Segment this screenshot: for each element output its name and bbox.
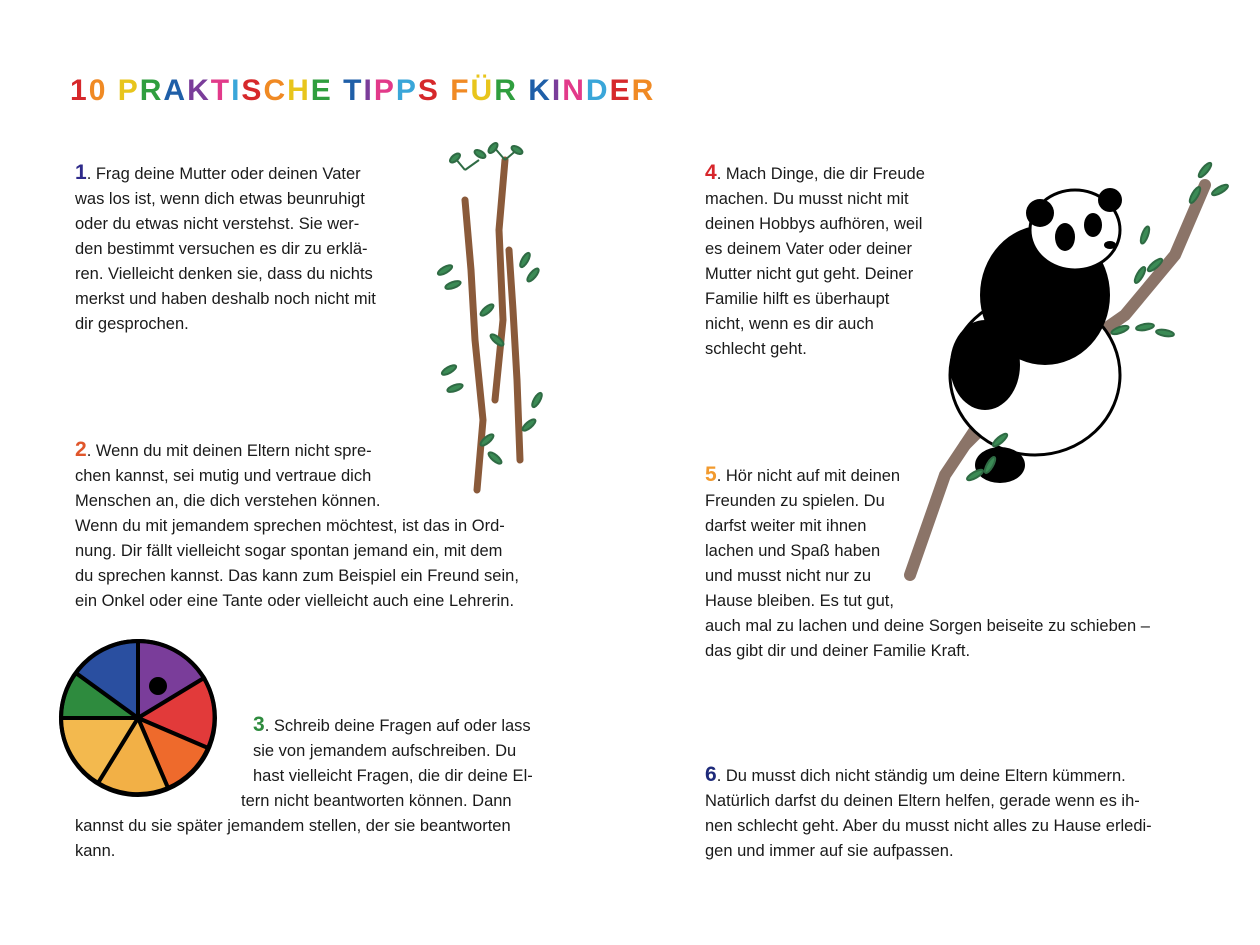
title-letter: H — [287, 74, 311, 107]
title-letter — [107, 74, 117, 108]
title-letter: K — [528, 74, 552, 107]
tip-text-line: und musst nicht nur zu — [705, 567, 871, 585]
tip-text-line: . Wenn du mit deinen Eltern nicht spre- — [86, 442, 372, 460]
title-letter: C — [263, 74, 288, 107]
title-letter: P — [373, 74, 396, 107]
tip-text-line: was los ist, wenn dich etwas beunruhigt — [75, 190, 365, 208]
tip-number: 2 — [75, 438, 87, 461]
tip-text-line: . Schreib deine Fragen auf oder lass — [264, 717, 531, 735]
title-letter: N — [562, 74, 586, 107]
tip-text-line: Mutter nicht gut geht. Deiner — [705, 265, 914, 283]
tip-6 — [705, 762, 1152, 864]
tip-text-line: kann. — [75, 842, 116, 860]
tip-text-line: . Hör nicht auf mit deinen — [716, 467, 901, 485]
tip-text-line: . Frag deine Mutter oder deinen Vater — [86, 165, 361, 183]
title-letter: R — [494, 74, 518, 107]
title-letter: P — [117, 74, 140, 107]
title-letter: T — [343, 74, 364, 107]
tip-text-line: nicht, wenn es dir auch — [705, 315, 874, 333]
tip-number: 5 — [705, 463, 717, 486]
bamboo-drawing — [425, 140, 555, 495]
tip-text-line: hast vielleicht Fragen, die dir deine El- — [253, 767, 533, 785]
tip-text-line: Wenn du mit jemandem sprechen möchtest, ist das in Ord- — [75, 517, 505, 535]
title-letter — [440, 74, 450, 108]
tip-number: 1 — [75, 161, 87, 184]
tip-1 — [75, 160, 376, 337]
tip-text-line: Hause bleiben. Es tut gut, — [705, 592, 894, 610]
tip-text-line: nung. Dir fällt vielleicht sogar spontan jemand ein, mit dem — [75, 542, 503, 560]
tip-text-line: nen schlecht geht. Aber du musst nicht alles zu Hause erledi- — [705, 817, 1152, 835]
tip-text-line: ein Onkel oder eine Tante oder vielleicht auch eine Lehrerin. — [75, 592, 515, 610]
tip-text-line: gen und immer auf sie aufpassen. — [705, 842, 954, 860]
tip-number: 4 — [705, 161, 717, 184]
title-letter: T — [210, 74, 232, 107]
tip-4 — [705, 160, 925, 362]
page-title — [70, 74, 655, 108]
tip-text-line: merkst und haben deshalb noch nicht mit — [75, 290, 376, 308]
tip-number: 3 — [253, 713, 265, 736]
title-letter — [518, 74, 528, 108]
tip-text-line: den bestimmt versuchen es dir zu erklä- — [75, 240, 368, 258]
beach-ball-drawing — [58, 638, 218, 798]
title-letter: P — [395, 74, 418, 107]
tip-text-line: das gibt dir und deiner Familie Kraft. — [705, 642, 971, 660]
tip-text-line: kannst du sie später jemandem stellen, der sie beantworten — [75, 817, 511, 835]
title-letter: D — [585, 74, 610, 107]
tip-text-line: dir gesprochen. — [75, 315, 189, 333]
tip-text-line: . Mach Dinge, die dir Freude — [716, 165, 925, 183]
tip-text-line: lachen und Spaß haben — [705, 542, 881, 560]
title-letter: Ü — [470, 74, 495, 107]
tip-text-line: du sprechen kannst. Das kann zum Beispiel ein Freund sein, — [75, 567, 519, 585]
tip-text-line: oder du etwas nicht verstehst. Sie wer- — [75, 215, 360, 233]
title-letter: I — [551, 74, 563, 107]
tip-text-line: darfst weiter mit ihnen — [705, 517, 867, 535]
title-letter: I — [231, 74, 242, 107]
tip-text-line: chen kannst, sei mutig und vertraue dich — [75, 467, 372, 485]
title-letter: E — [310, 74, 333, 107]
title-letter: F — [450, 74, 471, 107]
title-letter — [333, 74, 343, 108]
tip-text-line: machen. Du musst nicht mit — [705, 190, 909, 208]
tip-text-line: auch mal zu lachen und deine Sorgen beiseite zu schieben – — [705, 617, 1150, 635]
tip-number: 6 — [705, 763, 717, 786]
tip-text-line: Familie hilft es überhaupt — [705, 290, 890, 308]
title-letter: 0 — [88, 74, 108, 107]
title-letter: A — [163, 74, 188, 107]
title-letter: R — [139, 74, 164, 107]
title-letter: E — [609, 74, 632, 107]
tip-text-line: Menschen an, die dich verstehen können. — [75, 492, 381, 510]
tip-text-line: es deinem Vater oder deiner — [705, 240, 912, 258]
title-letter: S — [241, 74, 264, 107]
panda-on-branch-drawing — [905, 145, 1245, 585]
tip-text-line: Freunden zu spielen. Du — [705, 492, 885, 510]
tip-text-line: tern nicht beantworten können. Dann — [241, 792, 512, 810]
title-letter: S — [417, 74, 440, 107]
title-letter: K — [187, 74, 211, 107]
tip-text-line: . Du musst dich nicht ständig um deine Eltern kümmern. — [716, 767, 1126, 785]
tip-text-line: sie von jemandem aufschreiben. Du — [253, 742, 517, 760]
tip-text-line: ren. Vielleicht denken sie, dass du nichts — [75, 265, 373, 283]
tip-text-line: deinen Hobbys aufhören, weil — [705, 215, 923, 233]
title-letter: 1 — [70, 74, 89, 107]
tip-text-line: Natürlich darfst du deinen Eltern helfen, gerade wenn es ih- — [705, 792, 1140, 810]
title-letter: R — [631, 74, 656, 107]
tip-text-line: schlecht geht. — [705, 340, 807, 358]
title-letter: I — [363, 74, 374, 107]
